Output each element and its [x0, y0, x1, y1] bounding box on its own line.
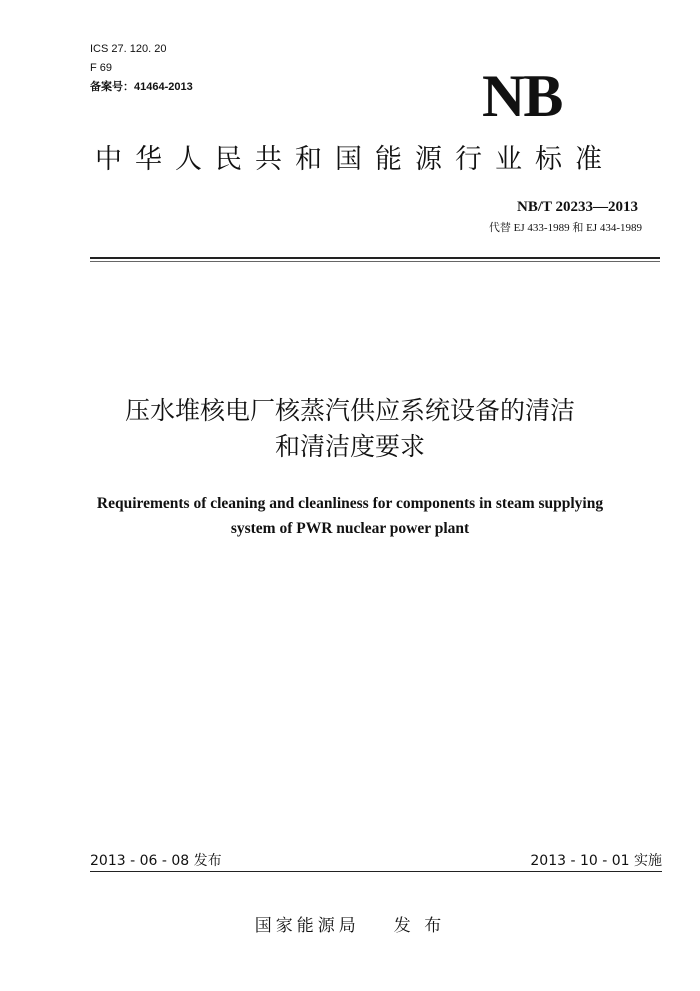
- chinese-title-line1: 压水堆核电厂核蒸汽供应系统设备的清洁: [124, 396, 575, 425]
- top-divider-thin: [90, 261, 660, 262]
- issuer-action: 发 布: [393, 916, 446, 936]
- english-title-line1: Requirements of cleaning and cleanliness for components in steam supplying: [96, 495, 604, 512]
- top-divider: [90, 257, 660, 259]
- replaces-note: 代替 EJ 433-1989 和 EJ 434-1989: [488, 222, 642, 234]
- ics-code: ICS 27. 120. 20: [90, 43, 167, 55]
- bottom-divider: [90, 871, 662, 872]
- english-title: [40, 491, 660, 541]
- ccs-code: F 69: [90, 62, 113, 74]
- industry-standard-title: 中华人民共和国能源行业标准: [95, 144, 615, 175]
- english-title-line2: system of PWR nuclear power plant: [230, 520, 470, 537]
- issuer-org: 国家能源局: [254, 916, 360, 936]
- issuer-line: [0, 914, 700, 938]
- chinese-title-line2: 和清洁度要求: [274, 432, 425, 461]
- record-number: 备案号：41464-2013: [90, 81, 193, 93]
- issue-date: 2013 - 06 - 08 发布: [90, 853, 222, 869]
- implementation-date: 2013 - 10 - 01 实施: [530, 853, 662, 869]
- standard-number: NB/T 20233—2013: [517, 199, 638, 215]
- chinese-title: [0, 393, 700, 465]
- nb-logo: NB: [482, 63, 562, 129]
